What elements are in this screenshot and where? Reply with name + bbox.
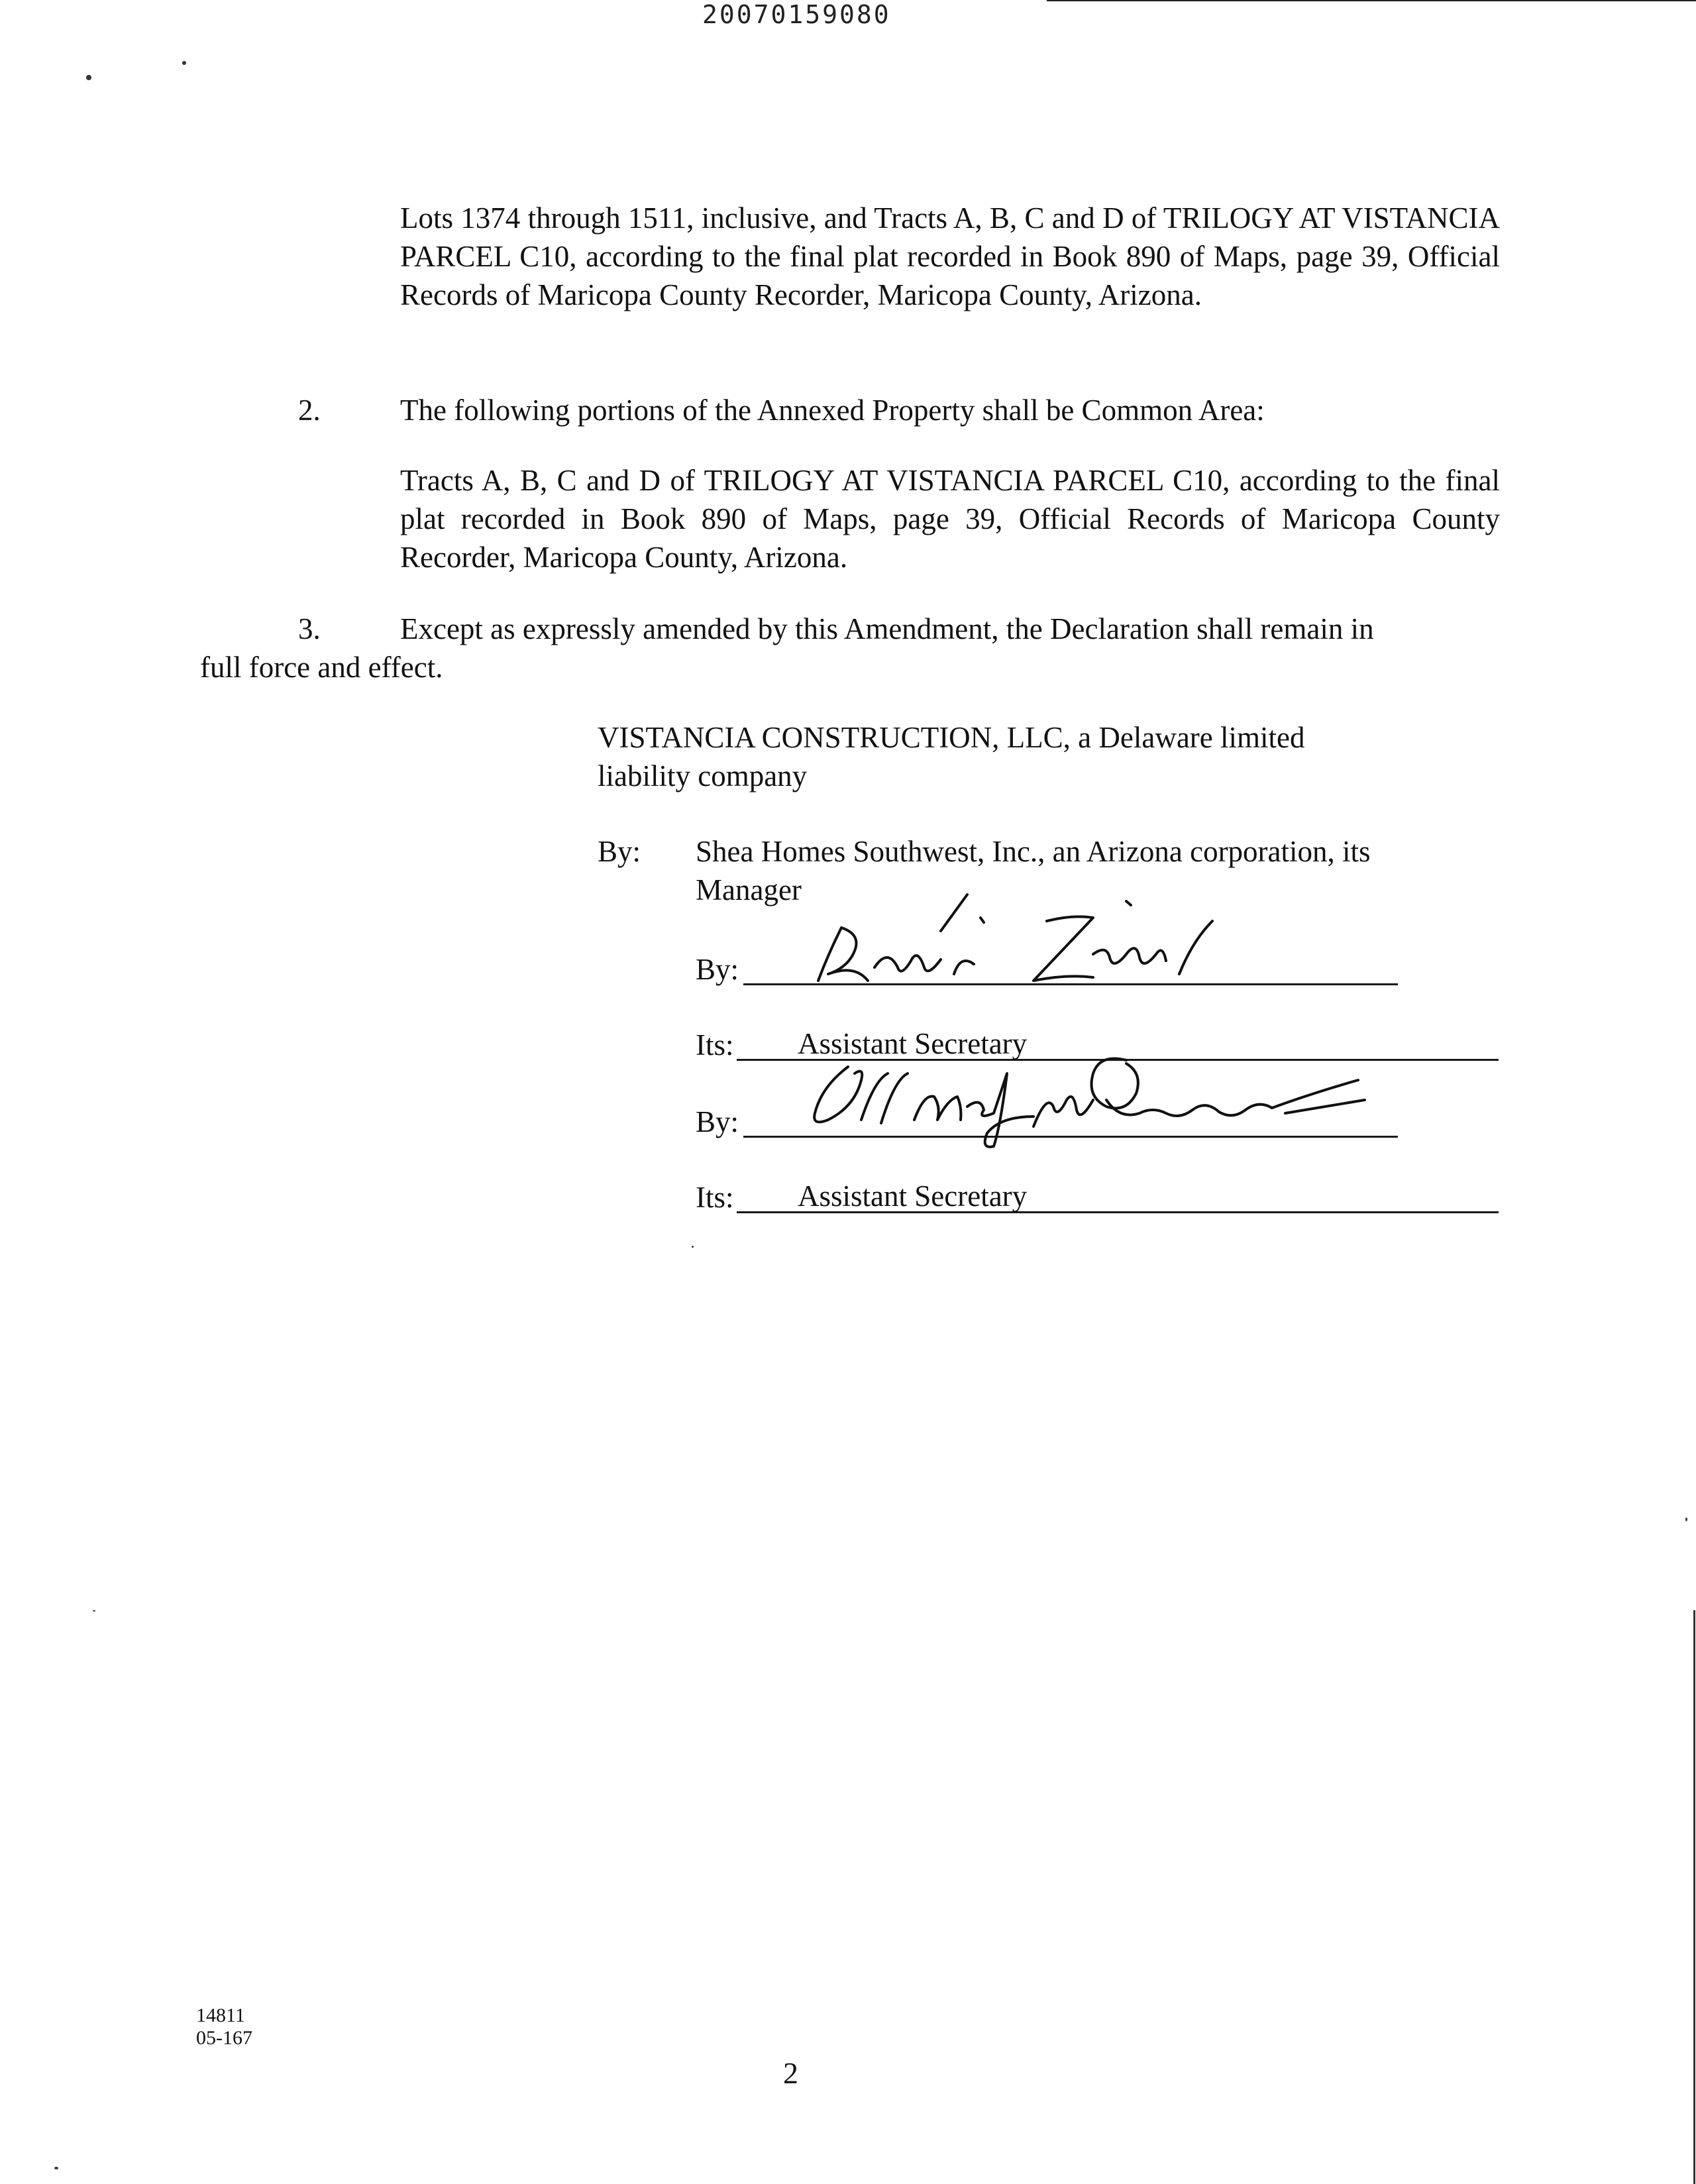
item-2-subparagraph: Tracts A, B, C and D of TRILOGY AT VISTANCIA PARCEL C10, according to the final plat recorded in Book 890 of Maps, page 39, Official Records of Maricopa County Recorder, Maricopa County, Arizona. — [400, 464, 1500, 574]
signer1-its-label: Its: — [696, 1028, 734, 1062]
scan-speck — [54, 2167, 58, 2169]
scan-speck — [86, 75, 91, 80]
signer2-by-label: By: — [696, 1105, 739, 1138]
signer2-title: Assistant Secretary — [798, 1179, 1028, 1213]
company-name-line2: liability company — [598, 759, 808, 792]
manager-line1: Shea Homes Southwest, Inc., an Arizona corporation, its — [696, 835, 1371, 868]
company-name-line1: VISTANCIA CONSTRUCTION, LLC, a Delaware limited — [598, 721, 1305, 754]
record-number: 20070159080 — [702, 0, 891, 29]
item-3-line1: Except as expressly amended by this Amendment, the Declaration shall remain in — [400, 612, 1374, 645]
doc-code-line2: 05-167 — [196, 2027, 252, 2049]
scan-speck — [182, 61, 186, 65]
doc-code-line1: 14811 — [196, 2004, 245, 2026]
signer2-its-label: Its: — [696, 1181, 734, 1214]
page-number: 2 — [783, 2056, 798, 2090]
header-rule — [1047, 0, 1696, 1]
item-2-number: 2. — [298, 394, 321, 427]
signer1-by-label: By: — [696, 953, 739, 986]
manager-line2: Manager — [696, 873, 802, 906]
signature-1-icon — [782, 881, 1285, 987]
paragraph-lots: Lots 1374 through 1511, inclusive, and Tracts A, B, C and D of TRILOGY AT VISTANCIA PARCEL C10, according to the final plat recorded in Book 890 of Maps, page 39, Official Records of Maricopa County Recorder, Maricopa County, Arizona. — [400, 201, 1500, 311]
item-2-text: The following portions of the Annexed Property shall be Common Area: — [400, 394, 1265, 427]
scan-speck — [93, 1610, 95, 1611]
scan-speck — [692, 1246, 694, 1248]
item-3-line2: full force and effect. — [200, 651, 443, 684]
scan-speck — [1685, 1517, 1687, 1521]
item-3-number: 3. — [298, 612, 321, 645]
by-label: By: — [598, 835, 641, 868]
signer1-title: Assistant Secretary — [798, 1027, 1028, 1060]
scan-edge-bar — [1693, 1610, 1695, 2184]
signature-2-icon — [782, 1034, 1444, 1153]
